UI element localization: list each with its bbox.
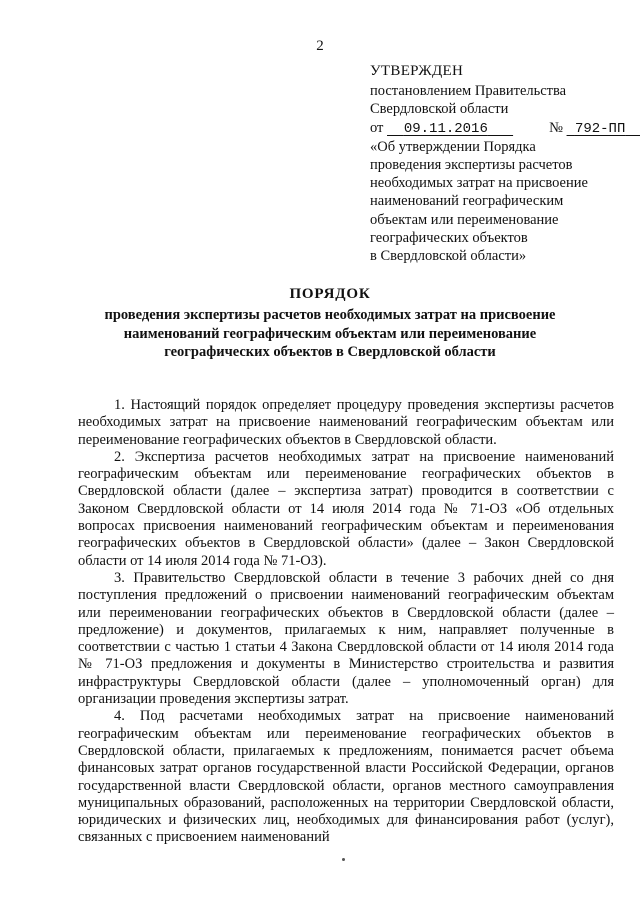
scan-dot (342, 858, 345, 861)
approval-title-line: необходимых затрат на присвоение (370, 175, 588, 192)
document-subtitle (90, 306, 570, 362)
approval-title-line: «Об утверждении Порядка (370, 138, 536, 155)
approval-title-line: проведения экспертизы расчетов (370, 157, 573, 174)
from-label: от (370, 119, 384, 136)
paragraph-3: 3. Правительство Свердловской области в течение 3 рабочих дней со дня поступления предложений о присвоении наименований географическим объектам или переименовании географических объектов в Свердловской области (далее – предложение) и документов, прилагаемых к ним, направляет полученные в соответствии с частью 1 статьи 4 Закона Свердловской области от 14 июля 2014 года № 71-ОЗ предложения и документы в Министерство строительства и развития инфраструктуры Свердловской области (далее – уполномоченный орган) для организации проведения экспертизы затрат. (78, 569, 614, 708)
approval-date-number-line (370, 119, 626, 138)
approval-title-line: географических объектов (370, 229, 528, 246)
approval-title-line: объектам или переименование (370, 211, 559, 228)
approval-title-line: в Свердловской области» (370, 248, 527, 265)
approval-date: 09.11.2016 (403, 120, 488, 137)
subtitle-line: наименований географическим объектам или переименование (123, 325, 537, 342)
approval-title-line: наименований географическим (370, 193, 564, 210)
approval-number: 792-ПП (574, 120, 626, 137)
approval-line-2: Свердловской области (370, 101, 509, 118)
subtitle-line: географических объектов в Свердловской области (164, 344, 496, 360)
number-label: № (549, 119, 563, 136)
page-number: 2 (316, 38, 324, 54)
paragraph-1: 1. Настоящий порядок определяет процедуру проведения экспертизы расчетов необходимых затрат на присвоение наименований географическим объектам или переименование географических объектов в Свердловской области. (78, 397, 614, 448)
approval-line-1: постановлением Правительства (370, 83, 567, 100)
paragraph-4: 4. Под расчетами необходимых затрат на присвоение наименований географическим объектам или переименование географических объектов в Свердловской области, прилагаемых к предложениям, понимается расчет объема финансовых затрат органов государственной власти Российской Федерации, органов государственной власти Свердловской области, органов местного самоуправления муниципальных образований, расположенных на территории Свердловской области, юридических и физических лиц, необходимых для финансирования работ (услуг), связанных с присвоением наименований (78, 708, 614, 846)
approval-stamp (370, 62, 626, 265)
approval-heading: УТВЕРЖДЕН (370, 63, 464, 79)
document-title: ПОРЯДОК (289, 286, 371, 302)
document-body (78, 397, 614, 847)
subtitle-line: проведения экспертизы расчетов необходимых затрат на присвоение (104, 307, 556, 323)
paragraph-2: 2. Экспертиза расчетов необходимых затрат на присвоение наименований географическим объектам или переименование географических объектов в Свердловской области (далее – экспертиза затрат) проводится в соответствии с Законом Свердловской области от 14 июля 2014 года № 71-ОЗ «Об отдельных вопросах присвоения наименований географическим объектам и переименования географических объектов в Свердловской области» (далее – Закон Свердловской области от 14 июля 2014 года № 71-ОЗ). (78, 448, 614, 569)
